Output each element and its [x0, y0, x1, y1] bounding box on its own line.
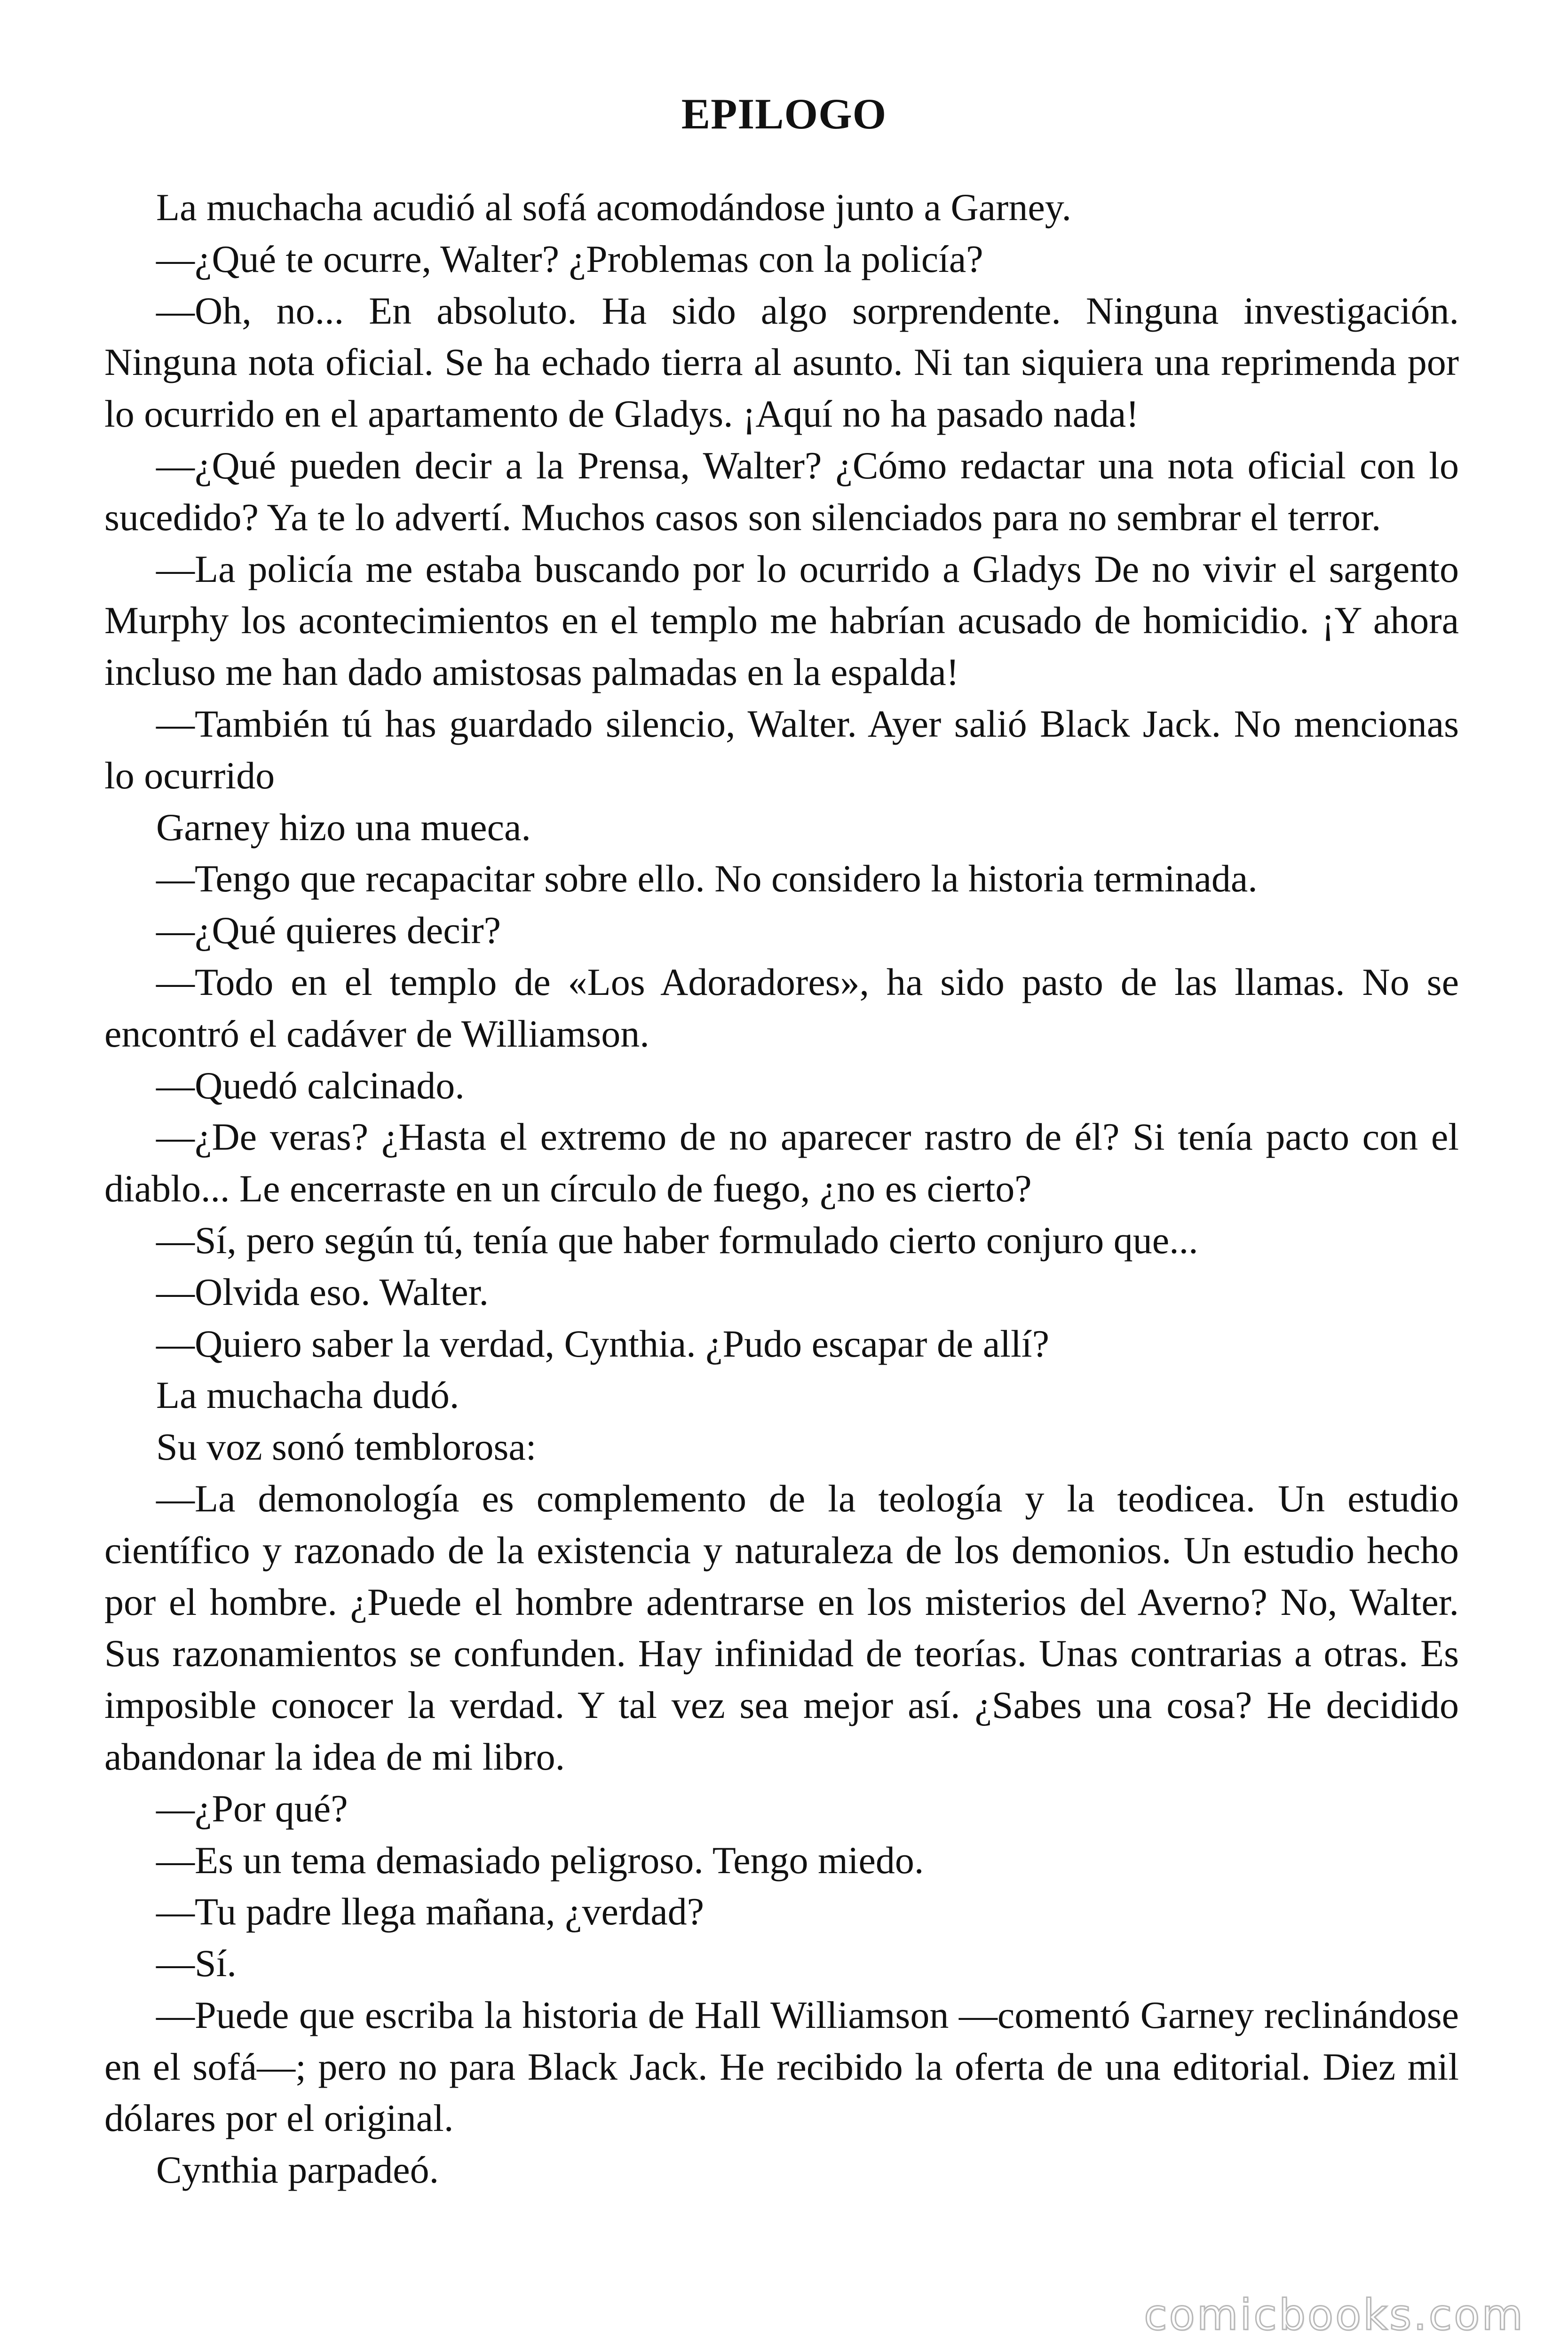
paragraph: La muchacha acudió al sofá acomodándose junto a Garney.	[156, 186, 1071, 229]
paragraph: —Todo en el templo de «Los Adoradores», ha sido pasto de las llamas. No se encontró el cadáver de Williamson.	[104, 960, 1459, 1055]
paragraph: —La demonología es complemento de la teología y la teodicea. Un estudio científico y razonado de la existencia y naturaleza de los demonios. Un estudio hecho por el hombre. ¿Puede el hombre adentrarse en los misterios del Averno? No, Walter. Sus razonamientos se confunden. Hay infinidad de teorías. Unas contrarias a otras. Es imposible conocer la verdad. Y tal vez sea mejor así. ¿Sabes una cosa? He decidido abandonar la idea de mi libro.	[104, 1477, 1459, 1778]
paragraph: —¿Por qué?	[156, 1787, 348, 1830]
paragraph: Su voz sonó temblorosa:	[156, 1425, 537, 1469]
paragraph: —Puede que escriba la historia de Hall Williamson —comentó Garney reclinándose en el sofá—; pero no para Black Jack. He recibido la oferta de una editorial. Diez mil dólares por el original.	[104, 1993, 1459, 2140]
paragraph: —Quedó calcinado.	[156, 1064, 465, 1107]
chapter-text	[104, 182, 1459, 2196]
paragraph: —¿Qué pueden decir a la Prensa, Walter? ¿Cómo redactar una nota oficial con lo sucedido? Ya te lo advertí. Muchos casos son silenciados para no sembrar el terror.	[104, 444, 1459, 539]
paragraph: —¿Qué te ocurre, Walter? ¿Problemas con la policía?	[156, 237, 983, 280]
paragraph: La muchacha dudó.	[156, 1374, 459, 1417]
paragraph: —Quiero saber la verdad, Cynthia. ¿Pudo escapar de allí?	[156, 1322, 1049, 1365]
paragraph: —También tú has guardado silencio, Walter. Ayer salió Black Jack. No mencionas lo ocurrido	[104, 702, 1459, 797]
paragraph: —La policía me estaba buscando por lo ocurrido a Gladys De no vivir el sargento Murphy los acontecimientos en el templo me habrían acusado de homicidio. ¡Y ahora incluso me han dado amistosas palmadas en la espalda!	[104, 547, 1459, 694]
paragraph: Garney hizo una mueca.	[156, 805, 531, 849]
chapter-title: EPILOGO	[681, 89, 887, 138]
site-watermark: comicbooks.com	[1144, 2290, 1525, 2340]
paragraph: Cynthia parpadeó.	[156, 2148, 439, 2192]
paragraph: —Oh, no... En absoluto. Ha sido algo sorprendente. Ninguna investigación. Ninguna nota oficial. Se ha echado tierra al asunto. Ni tan siquiera una reprimenda por lo ocurrido en el apartamento de Gladys. ¡Aquí no ha pasado nada!	[104, 289, 1459, 436]
paragraph: —Sí.	[156, 1942, 237, 1985]
paragraph: —Olvida eso. Walter.	[156, 1270, 489, 1313]
paragraph: —Tengo que recapacitar sobre ello. No considero la historia terminada.	[156, 857, 1258, 900]
paragraph: —Sí, pero según tú, tenía que haber formulado cierto conjuro que...	[156, 1218, 1198, 1262]
paragraph: —¿Qué quieres decir?	[156, 909, 501, 952]
paragraph: —¿De veras? ¿Hasta el extremo de no aparecer rastro de él? Si tenía pacto con el diablo... Le encerraste en un círculo de fuego, ¿no es cierto?	[104, 1115, 1459, 1210]
paragraph: —Tu padre llega mañana, ¿verdad?	[156, 1890, 705, 1933]
paragraph: —Es un tema demasiado peligroso. Tengo miedo.	[156, 1838, 924, 1882]
